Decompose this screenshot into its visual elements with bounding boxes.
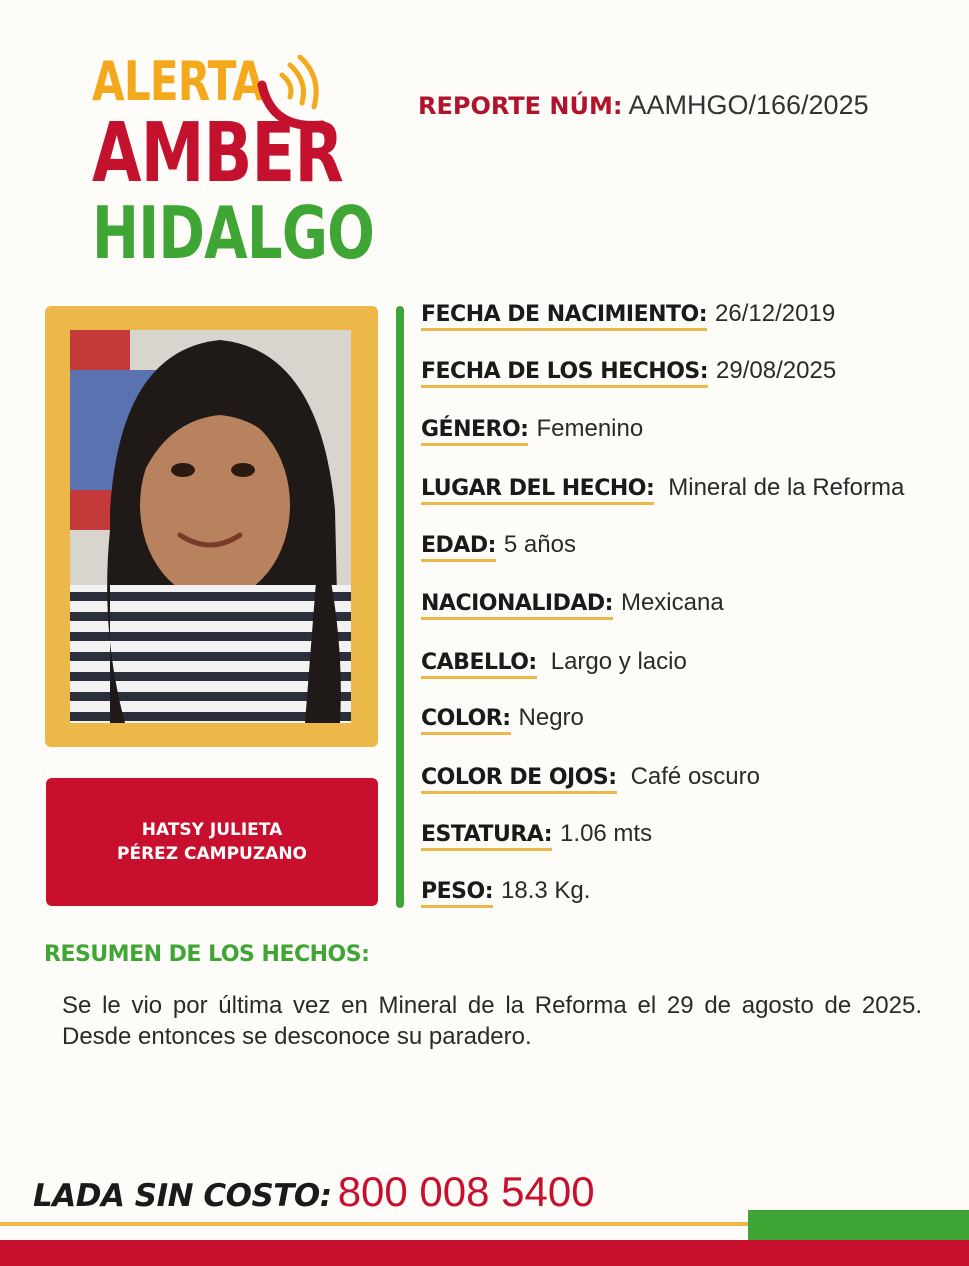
logo-hidalgo-text: HIDALGO xyxy=(92,191,375,275)
report-number-label: REPORTE NÚM: xyxy=(418,92,623,120)
field-value: 1.06 mts xyxy=(560,820,653,847)
field-value: 18.3 Kg. xyxy=(501,877,591,904)
person-name-line2: PÉREZ CAMPUZANO xyxy=(117,844,307,864)
field-value: 5 años xyxy=(503,531,576,558)
logo-alerta-text: ALERTA xyxy=(92,50,265,113)
field-value: Mexicana xyxy=(620,589,724,616)
child-photo xyxy=(70,330,351,723)
field-birth-date xyxy=(421,300,835,328)
field-height xyxy=(421,820,652,848)
field-weight xyxy=(421,877,590,905)
summary-title: RESUMEN DE LOS HECHOS: xyxy=(44,942,370,967)
summary-text: Se le vio por última vez en Mineral de la Reforma el 29 de agosto de 2025. Desde entonces se desconoce su paradero. xyxy=(62,992,922,1050)
field-value: 29/08/2025 xyxy=(716,357,837,384)
hotline-label: LADA SIN COSTO: xyxy=(33,1178,332,1214)
alerta-amber-logo xyxy=(92,50,375,275)
divider-bar xyxy=(396,306,404,908)
field-nationality xyxy=(421,589,724,617)
field-hair xyxy=(421,648,687,676)
field-value: Femenino xyxy=(536,415,644,442)
report-number xyxy=(418,90,869,121)
field-label: FECHA DE LOS HECHOS: xyxy=(421,359,708,388)
child-portrait-illustration xyxy=(70,330,351,723)
field-value: Negro xyxy=(518,704,584,731)
footer-gold-rule xyxy=(0,1222,748,1226)
photo-frame xyxy=(45,306,378,747)
field-label: PESO: xyxy=(421,879,493,908)
signal-waves-icon xyxy=(252,55,332,145)
logo-amber-text: AMBER xyxy=(92,106,343,201)
report-number-value: AAMHGO/166/2025 xyxy=(628,90,869,120)
field-label: LUGAR DEL HECHO: xyxy=(421,476,654,505)
field-value: Largo y lacio xyxy=(550,648,687,675)
hotline xyxy=(33,1168,595,1216)
footer-red-bar xyxy=(0,1240,969,1266)
field-age xyxy=(421,531,576,559)
field-value: Café oscuro xyxy=(630,763,760,790)
field-color xyxy=(421,704,584,732)
field-label: EDAD: xyxy=(421,533,496,562)
field-label: CABELLO: xyxy=(421,650,537,679)
field-place xyxy=(421,474,904,502)
field-label: GÉNERO: xyxy=(421,417,528,446)
footer-green-bar xyxy=(748,1210,969,1240)
field-label: FECHA DE NACIMIENTO: xyxy=(421,302,707,331)
field-label: COLOR: xyxy=(421,706,511,735)
field-label: COLOR DE OJOS: xyxy=(421,765,617,794)
person-name-line1: HATSY JULIETA xyxy=(141,820,283,840)
field-label: NACIONALIDAD: xyxy=(421,591,613,620)
field-label: ESTATURA: xyxy=(421,822,552,851)
hotline-number[interactable]: 800 008 5400 xyxy=(337,1168,595,1215)
field-value: 26/12/2019 xyxy=(715,300,836,327)
field-event-date xyxy=(421,357,836,385)
field-value: Mineral de la Reforma xyxy=(668,474,905,501)
person-name-box xyxy=(46,778,378,906)
field-gender xyxy=(421,415,643,443)
field-eye-color xyxy=(421,763,760,791)
